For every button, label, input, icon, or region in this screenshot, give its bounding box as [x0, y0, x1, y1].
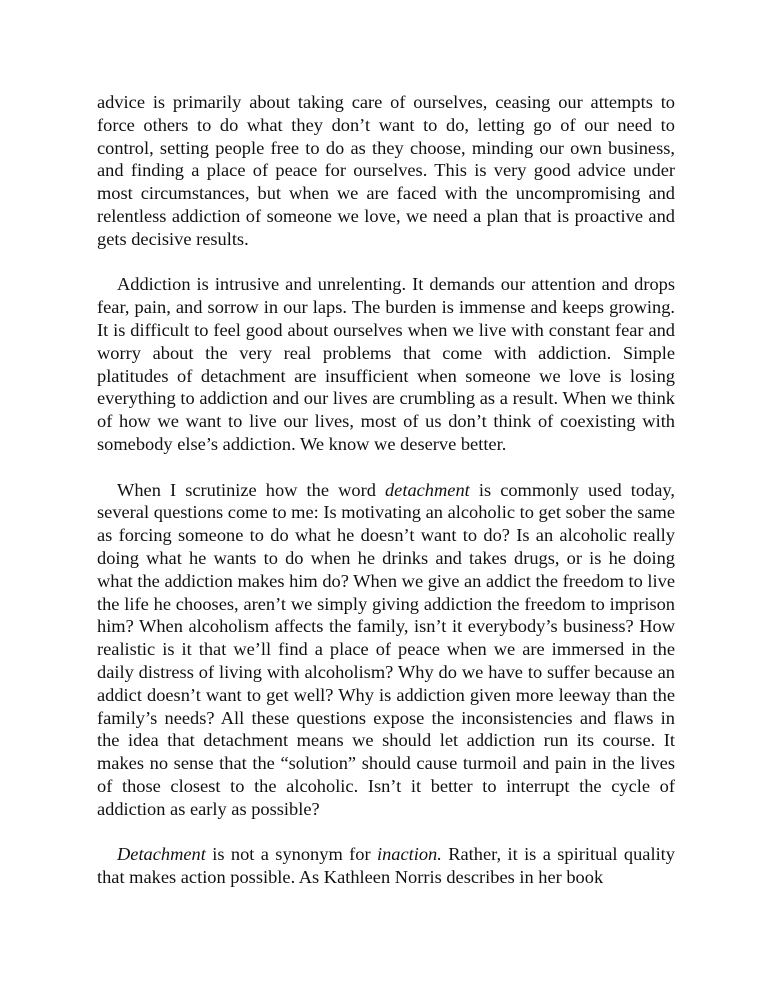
paragraph-4-emphasis-inaction: inaction. — [376, 844, 442, 865]
paragraph-2 — [97, 273, 675, 455]
paragraph-1 — [97, 91, 675, 251]
paragraph-4-text-1: is not a synonym for — [205, 844, 377, 865]
paragraph-3 — [97, 479, 675, 821]
paragraph-4-emphasis-detachment: Detachment — [117, 844, 206, 865]
paragraph-2-text: Addiction is intrusive and unrelenting. It demands our attention and drops fear, pain, and sorrow in our laps. The burden is immense and keeps growing. It is difficult to feel good about ourselves when we live with constant fear and worry about the very real problems that come with addiction. Simple platitudes of detachment are insufficient when someone we love is losing everything to addiction and our lives are crumbling as a result. When we think of how we want to live our lives, most of us don’t think of coexisting with somebody else’s addiction. We know we deserve better. — [97, 274, 675, 454]
paragraph-3-text-rest: is commonly used today, several questions come to me: Is motivating an alcoholic to get sober the same as forcing someone to do what he doesn’t want to do? Is an alcoholic really doing what he wants to do when he drinks and takes drugs, or is he doing what the addiction makes him do? When we give an addict the freedom to live the life he chooses, aren’t we simply giving addiction the freedom to imprison him? When alcoholism affects the family, isn’t it everybody’s business? How realistic is it that we’ll find a place of peace when we are immersed in the daily distress of living with alcoholism? Why do we have to suffer because an addict doesn’t want to get well? Why is addiction given more leeway than the family’s needs? All these questions expose the inconsistencies and flaws in the idea that detachment means we should let addiction run its course. It makes no sense that the “solution” should cause turmoil and pain in the lives of those closest to the alcoholic. Isn’t it better to interrupt the cycle of addiction as early as possible? — [97, 479, 676, 819]
document-page — [97, 91, 675, 889]
paragraph-3-emphasis-detachment: detachment — [384, 479, 470, 500]
paragraph-1-text: advice is primarily about taking care of ourselves, ceasing our attempts to force others to do what they don’t want to do, letting go of our need to control, setting people free to do as they choose, minding our own business, and finding a place of peace for ourselves. This is very good advice under most circumstances, but when we are faced with the uncompromising and relentless addiction of someone we love, we need a plan that is proactive and gets decisive results. — [97, 92, 675, 249]
paragraph-4 — [97, 843, 675, 889]
paragraph-4-text-2: Rather, it is a spiritual quality that makes action possible. As Kathleen Norris describes in her book — [97, 844, 675, 888]
paragraph-3-text-start: When I scrutinize how the word — [117, 479, 385, 500]
